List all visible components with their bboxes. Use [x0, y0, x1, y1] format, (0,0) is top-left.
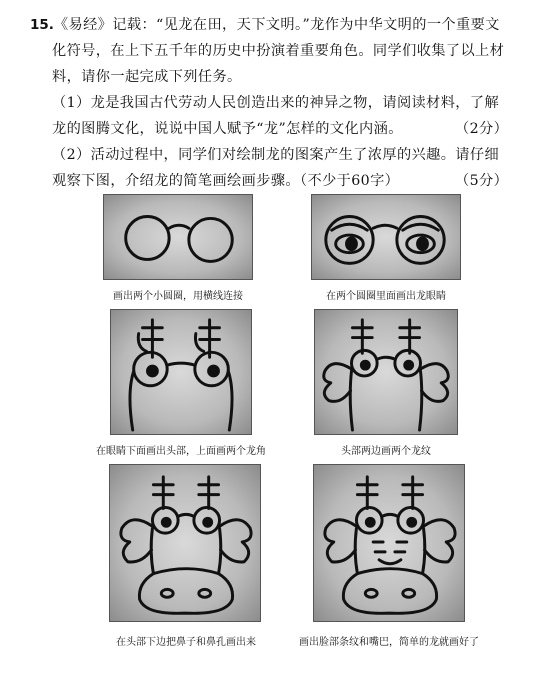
- step-5-drawing: [109, 464, 261, 622]
- task1-line-1: （1）龙是我国古代劳动人民创造出来的神异之物，请阅读材料，了解: [52, 95, 500, 111]
- question-line-2: 化符号，在上下五千年的历史中扮演着重要角色。同学们收集了以上材: [52, 43, 505, 59]
- step-2-caption: 在两个圆圈里面画出龙眼睛: [326, 291, 446, 302]
- step-3-caption: 在眼睛下面画出头部，上面画两个龙角: [96, 446, 266, 457]
- question-line-1: 《易经》记载：“见龙在田，天下文明。”龙作为中华文明的一个重要文: [53, 17, 500, 33]
- step-2-drawing: [311, 194, 461, 280]
- question-line-3: 料，请你一起完成下列任务。: [52, 69, 242, 85]
- task1-score: （2分）: [455, 121, 509, 137]
- step-3-drawing: [110, 309, 252, 435]
- step-5-caption: 在头部下边把鼻子和鼻孔画出来: [116, 637, 256, 648]
- question-number: 15.: [30, 17, 54, 33]
- step-1-caption: 画出两个小圆圈，用横线连接: [113, 291, 243, 302]
- step-1-drawing: [103, 194, 253, 280]
- task2-line-2: 观察下图，介绍龙的简笔画绘画步骤。（不少于60字）: [52, 173, 400, 189]
- task2-score: （5分）: [455, 173, 509, 189]
- task2-line-1: （2）活动过程中，同学们对绘制龙的图案产生了浓厚的兴趣。请仔细: [52, 147, 500, 163]
- step-6-caption: 画出脸部条纹和嘴巴，简单的龙就画好了: [299, 637, 479, 648]
- question-first-line: [30, 14, 500, 34]
- task1-line-2: 龙的图腾文化，说说中国人赋予“龙”怎样的文化内涵。: [52, 121, 403, 137]
- step-4-drawing: [314, 309, 458, 435]
- step-4-caption: 头部两边画两个龙纹: [341, 446, 431, 457]
- step-6-drawing: [313, 464, 465, 622]
